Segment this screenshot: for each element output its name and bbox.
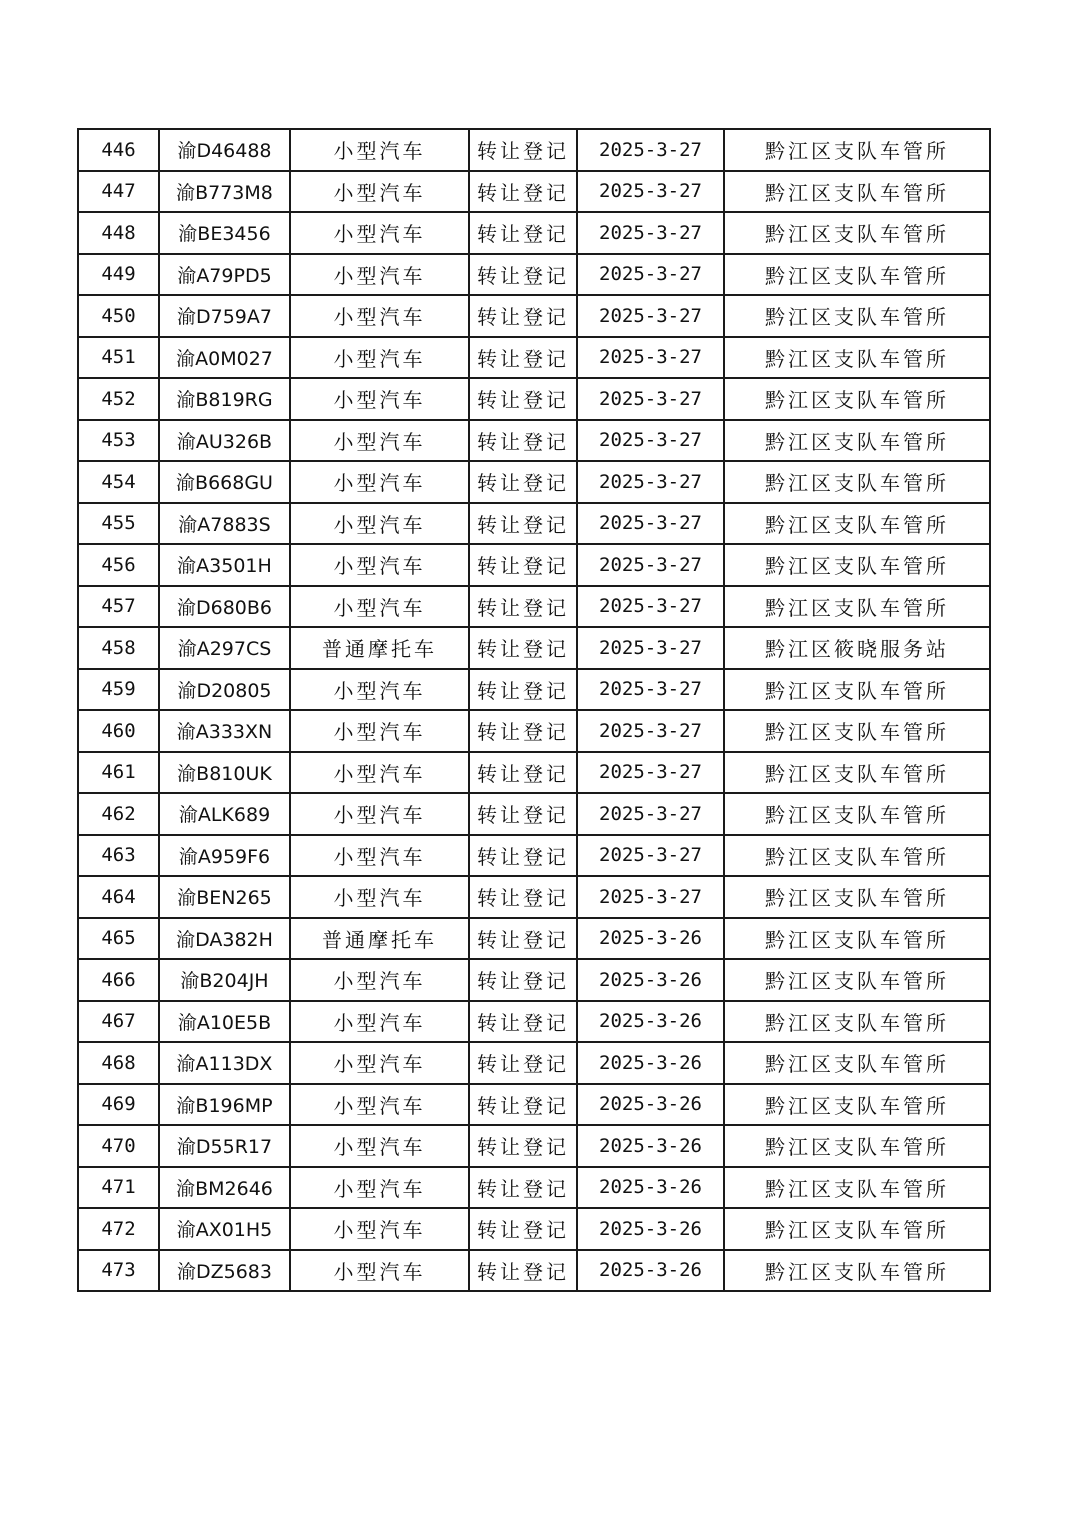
- cell-office: 黔江区支队车管所: [724, 295, 990, 337]
- table-row: [78, 254, 990, 296]
- cell-date: 2025-3-27: [577, 171, 724, 213]
- cell-office: 黔江区支队车管所: [724, 793, 990, 835]
- cell-business-type: 转让登记: [469, 627, 577, 669]
- table-row: [78, 710, 990, 752]
- cell-office: 黔江区支队车管所: [724, 129, 990, 171]
- cell-date: 2025-3-27: [577, 295, 724, 337]
- cell-plate-number: 渝A113DX: [159, 1042, 290, 1084]
- cell-office: 黔江区支队车管所: [724, 1125, 990, 1167]
- cell-business-type: 转让登记: [469, 793, 577, 835]
- cell-vehicle-type: 小型汽车: [290, 1042, 469, 1084]
- cell-vehicle-type: 小型汽车: [290, 544, 469, 586]
- cell-office: 黔江区支队车管所: [724, 1001, 990, 1043]
- cell-date: 2025-3-26: [577, 1167, 724, 1209]
- cell-vehicle-type: 小型汽车: [290, 1001, 469, 1043]
- cell-business-type: 转让登记: [469, 752, 577, 794]
- cell-business-type: 转让登记: [469, 420, 577, 462]
- table-row: [78, 959, 990, 1001]
- table-row: [78, 337, 990, 379]
- cell-number: 452: [78, 378, 159, 420]
- cell-business-type: 转让登记: [469, 378, 577, 420]
- cell-date: 2025-3-26: [577, 959, 724, 1001]
- cell-vehicle-type: 小型汽车: [290, 295, 469, 337]
- cell-date: 2025-3-27: [577, 212, 724, 254]
- cell-date: 2025-3-27: [577, 254, 724, 296]
- cell-business-type: 转让登记: [469, 959, 577, 1001]
- cell-date: 2025-3-27: [577, 793, 724, 835]
- cell-date: 2025-3-27: [577, 835, 724, 877]
- cell-number: 449: [78, 254, 159, 296]
- table-row: [78, 752, 990, 794]
- table-row: [78, 1001, 990, 1043]
- cell-business-type: 转让登记: [469, 1167, 577, 1209]
- cell-number: 462: [78, 793, 159, 835]
- cell-date: 2025-3-26: [577, 1084, 724, 1126]
- cell-number: 457: [78, 586, 159, 628]
- table-row: [78, 835, 990, 877]
- cell-plate-number: 渝B773M8: [159, 171, 290, 213]
- cell-business-type: 转让登记: [469, 586, 577, 628]
- cell-office: 黔江区支队车管所: [724, 212, 990, 254]
- cell-plate-number: 渝B668GU: [159, 461, 290, 503]
- cell-number: 450: [78, 295, 159, 337]
- cell-office: 黔江区支队车管所: [724, 669, 990, 711]
- cell-plate-number: 渝BE3456: [159, 212, 290, 254]
- vehicle-registration-table: [77, 128, 991, 1292]
- cell-vehicle-type: 普通摩托车: [290, 627, 469, 669]
- cell-business-type: 转让登记: [469, 461, 577, 503]
- cell-business-type: 转让登记: [469, 1208, 577, 1250]
- cell-number: 451: [78, 337, 159, 379]
- cell-date: 2025-3-26: [577, 1125, 724, 1167]
- cell-vehicle-type: 小型汽车: [290, 959, 469, 1001]
- cell-vehicle-type: 小型汽车: [290, 876, 469, 918]
- cell-office: 黔江区支队车管所: [724, 1250, 990, 1292]
- cell-number: 466: [78, 959, 159, 1001]
- cell-plate-number: 渝A7883S: [159, 503, 290, 545]
- cell-office: 黔江区支队车管所: [724, 378, 990, 420]
- cell-office: 黔江区筱晓服务站: [724, 627, 990, 669]
- cell-office: 黔江区支队车管所: [724, 710, 990, 752]
- cell-office: 黔江区支队车管所: [724, 1167, 990, 1209]
- cell-date: 2025-3-27: [577, 337, 724, 379]
- cell-office: 黔江区支队车管所: [724, 1042, 990, 1084]
- cell-business-type: 转让登记: [469, 254, 577, 296]
- cell-plate-number: 渝A297CS: [159, 627, 290, 669]
- cell-date: 2025-3-27: [577, 544, 724, 586]
- cell-number: 447: [78, 171, 159, 213]
- cell-number: 460: [78, 710, 159, 752]
- cell-business-type: 转让登记: [469, 1042, 577, 1084]
- cell-vehicle-type: 小型汽车: [290, 171, 469, 213]
- cell-business-type: 转让登记: [469, 835, 577, 877]
- cell-vehicle-type: 小型汽车: [290, 254, 469, 296]
- cell-plate-number: 渝DA382H: [159, 918, 290, 960]
- cell-number: 473: [78, 1250, 159, 1292]
- cell-office: 黔江区支队车管所: [724, 337, 990, 379]
- cell-date: 2025-3-27: [577, 710, 724, 752]
- cell-office: 黔江区支队车管所: [724, 835, 990, 877]
- cell-date: 2025-3-27: [577, 752, 724, 794]
- table-row: [78, 793, 990, 835]
- cell-number: 470: [78, 1125, 159, 1167]
- cell-number: 456: [78, 544, 159, 586]
- cell-number: 468: [78, 1042, 159, 1084]
- cell-plate-number: 渝A959F6: [159, 835, 290, 877]
- cell-plate-number: 渝AX01H5: [159, 1208, 290, 1250]
- cell-date: 2025-3-26: [577, 1042, 724, 1084]
- cell-number: 459: [78, 669, 159, 711]
- cell-office: 黔江区支队车管所: [724, 1208, 990, 1250]
- cell-business-type: 转让登记: [469, 710, 577, 752]
- table-row: [78, 1250, 990, 1292]
- cell-plate-number: 渝D46488: [159, 129, 290, 171]
- cell-vehicle-type: 小型汽车: [290, 337, 469, 379]
- table-row: [78, 461, 990, 503]
- cell-vehicle-type: 小型汽车: [290, 503, 469, 545]
- cell-business-type: 转让登记: [469, 295, 577, 337]
- cell-vehicle-type: 小型汽车: [290, 710, 469, 752]
- cell-office: 黔江区支队车管所: [724, 461, 990, 503]
- cell-date: 2025-3-27: [577, 420, 724, 462]
- cell-vehicle-type: 小型汽车: [290, 669, 469, 711]
- cell-number: 455: [78, 503, 159, 545]
- cell-plate-number: 渝D55R17: [159, 1125, 290, 1167]
- cell-office: 黔江区支队车管所: [724, 959, 990, 1001]
- cell-plate-number: 渝B810UK: [159, 752, 290, 794]
- cell-number: 465: [78, 918, 159, 960]
- cell-number: 453: [78, 420, 159, 462]
- cell-business-type: 转让登记: [469, 1250, 577, 1292]
- cell-number: 463: [78, 835, 159, 877]
- cell-plate-number: 渝D759A7: [159, 295, 290, 337]
- cell-vehicle-type: 小型汽车: [290, 835, 469, 877]
- table-row: [78, 1167, 990, 1209]
- cell-office: 黔江区支队车管所: [724, 420, 990, 462]
- cell-vehicle-type: 小型汽车: [290, 586, 469, 628]
- cell-plate-number: 渝A3501H: [159, 544, 290, 586]
- cell-plate-number: 渝D680B6: [159, 586, 290, 628]
- cell-vehicle-type: 小型汽车: [290, 1084, 469, 1126]
- cell-vehicle-type: 小型汽车: [290, 420, 469, 462]
- cell-plate-number: 渝D20805: [159, 669, 290, 711]
- cell-date: 2025-3-26: [577, 1250, 724, 1292]
- cell-date: 2025-3-26: [577, 1001, 724, 1043]
- cell-number: 471: [78, 1167, 159, 1209]
- cell-date: 2025-3-27: [577, 586, 724, 628]
- cell-number: 446: [78, 129, 159, 171]
- cell-number: 464: [78, 876, 159, 918]
- cell-plate-number: 渝DZ5683: [159, 1250, 290, 1292]
- cell-plate-number: 渝AU326B: [159, 420, 290, 462]
- cell-vehicle-type: 小型汽车: [290, 1125, 469, 1167]
- cell-business-type: 转让登记: [469, 1001, 577, 1043]
- cell-plate-number: 渝B196MP: [159, 1084, 290, 1126]
- cell-business-type: 转让登记: [469, 1125, 577, 1167]
- cell-plate-number: 渝B204JH: [159, 959, 290, 1001]
- cell-vehicle-type: 小型汽车: [290, 378, 469, 420]
- table-row: [78, 420, 990, 462]
- cell-business-type: 转让登记: [469, 876, 577, 918]
- cell-plate-number: 渝BM2646: [159, 1167, 290, 1209]
- cell-date: 2025-3-27: [577, 669, 724, 711]
- cell-plate-number: 渝BEN265: [159, 876, 290, 918]
- cell-vehicle-type: 小型汽车: [290, 1208, 469, 1250]
- cell-vehicle-type: 小型汽车: [290, 793, 469, 835]
- cell-office: 黔江区支队车管所: [724, 503, 990, 545]
- cell-number: 472: [78, 1208, 159, 1250]
- cell-business-type: 转让登记: [469, 918, 577, 960]
- table-row: [78, 1042, 990, 1084]
- cell-plate-number: 渝B819RG: [159, 378, 290, 420]
- table-row: [78, 129, 990, 171]
- cell-number: 467: [78, 1001, 159, 1043]
- table-row: [78, 212, 990, 254]
- table-row: [78, 503, 990, 545]
- table-row: [78, 1208, 990, 1250]
- cell-plate-number: 渝A79PD5: [159, 254, 290, 296]
- cell-office: 黔江区支队车管所: [724, 171, 990, 213]
- cell-plate-number: 渝A10E5B: [159, 1001, 290, 1043]
- cell-vehicle-type: 小型汽车: [290, 752, 469, 794]
- cell-business-type: 转让登记: [469, 337, 577, 379]
- cell-date: 2025-3-27: [577, 503, 724, 545]
- table-row: [78, 627, 990, 669]
- cell-office: 黔江区支队车管所: [724, 918, 990, 960]
- cell-plate-number: 渝A333XN: [159, 710, 290, 752]
- cell-number: 448: [78, 212, 159, 254]
- table-row: [78, 171, 990, 213]
- cell-office: 黔江区支队车管所: [724, 586, 990, 628]
- cell-date: 2025-3-27: [577, 876, 724, 918]
- table-row: [78, 876, 990, 918]
- cell-date: 2025-3-27: [577, 378, 724, 420]
- cell-date: 2025-3-27: [577, 627, 724, 669]
- cell-vehicle-type: 小型汽车: [290, 212, 469, 254]
- cell-office: 黔江区支队车管所: [724, 876, 990, 918]
- cell-date: 2025-3-27: [577, 129, 724, 171]
- cell-business-type: 转让登记: [469, 503, 577, 545]
- cell-vehicle-type: 小型汽车: [290, 1167, 469, 1209]
- cell-date: 2025-3-27: [577, 461, 724, 503]
- cell-business-type: 转让登记: [469, 1084, 577, 1126]
- cell-vehicle-type: 小型汽车: [290, 129, 469, 171]
- cell-business-type: 转让登记: [469, 129, 577, 171]
- cell-vehicle-type: 小型汽车: [290, 461, 469, 503]
- cell-business-type: 转让登记: [469, 171, 577, 213]
- table-row: [78, 669, 990, 711]
- table-row: [78, 295, 990, 337]
- table-row: [78, 586, 990, 628]
- cell-office: 黔江区支队车管所: [724, 752, 990, 794]
- cell-vehicle-type: 普通摩托车: [290, 918, 469, 960]
- cell-business-type: 转让登记: [469, 669, 577, 711]
- cell-date: 2025-3-26: [577, 1208, 724, 1250]
- table-row: [78, 544, 990, 586]
- cell-business-type: 转让登记: [469, 212, 577, 254]
- cell-plate-number: 渝A0M027: [159, 337, 290, 379]
- table-row: [78, 378, 990, 420]
- cell-vehicle-type: 小型汽车: [290, 1250, 469, 1292]
- cell-office: 黔江区支队车管所: [724, 544, 990, 586]
- cell-number: 454: [78, 461, 159, 503]
- cell-office: 黔江区支队车管所: [724, 254, 990, 296]
- cell-number: 469: [78, 1084, 159, 1126]
- cell-business-type: 转让登记: [469, 544, 577, 586]
- table-row: [78, 1084, 990, 1126]
- cell-plate-number: 渝ALK689: [159, 793, 290, 835]
- cell-office: 黔江区支队车管所: [724, 1084, 990, 1126]
- table-row: [78, 918, 990, 960]
- cell-number: 461: [78, 752, 159, 794]
- cell-date: 2025-3-26: [577, 918, 724, 960]
- cell-number: 458: [78, 627, 159, 669]
- table-body: [78, 129, 990, 1291]
- table-row: [78, 1125, 990, 1167]
